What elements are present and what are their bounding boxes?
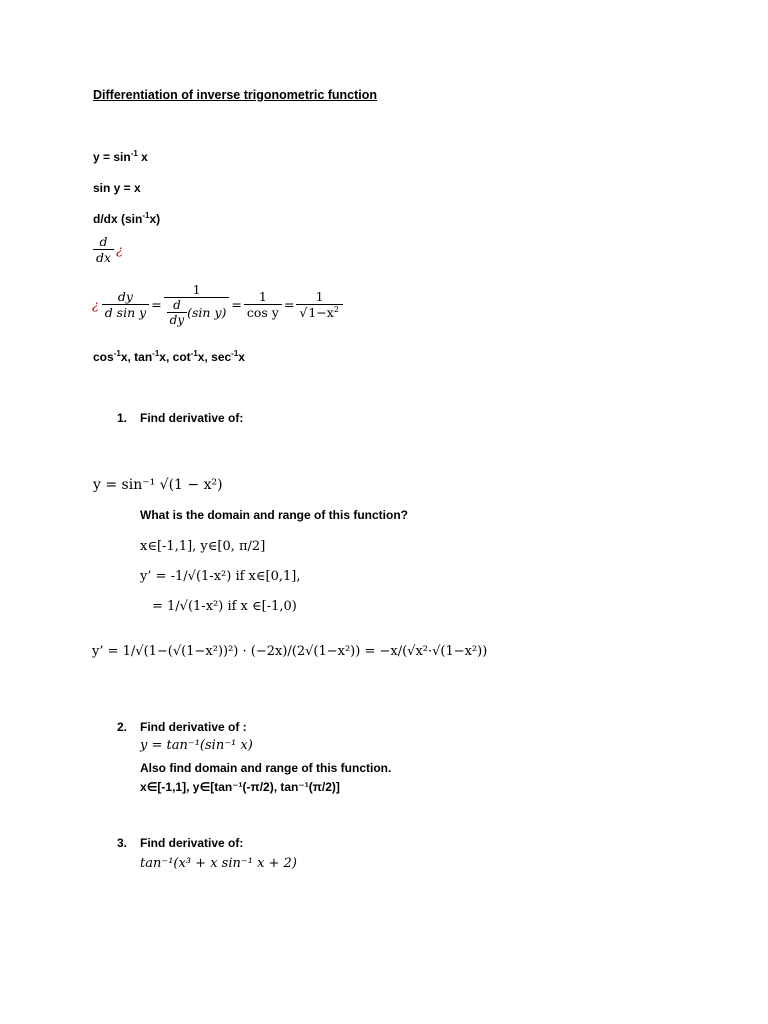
problem-1-number: 1. (117, 411, 128, 425)
problem-1-derivative-case-2: = 1/√(1-x²) if x ∈[-1,0) (152, 599, 297, 614)
problem-2-number: 2. (117, 720, 128, 734)
problem-2-expression: y = tan⁻¹(sin⁻¹ x) (140, 738, 253, 753)
problem-1-derivative-case-1: y’ = -1/√(1-x²) if x∈[0,1], (140, 569, 301, 584)
problem-1-question: What is the domain and range of this function? (140, 508, 408, 522)
problem-1-domain-range: x∈[-1,1], y∈[0, π/2] (140, 539, 266, 554)
intro-line-1: $y = \sin^{-1} x$ (93, 149, 148, 164)
problem-1-work-text: y’ = 1/√(1−(√(1−x²))²) · (−2x)/(2√(1−x²)) = −x/(√x²·√(1−x²)) (92, 644, 488, 659)
intro-chain-rule: ¿ $\frac{dy}{\text{d sin y}}$ = 1 $\frac{d}{dy}$ (sin y) = $\frac{1}{\text{cos y}}$ = $\frac{1}{√1-x^2}$ (92, 282, 343, 327)
problem-1-derivative-work (92, 623, 488, 675)
problem-1-expression (93, 470, 223, 496)
problem-3-number: 3. (117, 836, 128, 850)
problem-1-label: Find derivative of: (140, 411, 244, 425)
page-title: Differentiation of inverse trigonometric function (93, 88, 378, 102)
problem-2-domain-range: x∈[-1,1], y∈[tan⁻¹(-π/2), tan⁻¹(π/2)] (140, 780, 340, 794)
problem-2-label: Find derivative of : (140, 720, 247, 734)
intro-other-functions: $\cos^{-1}x$, $\tan^{-1}x$, $\cot^{-1}x$, $\sec^{-1}x$ (93, 349, 245, 364)
problem-3-label: Find derivative of: (140, 836, 244, 850)
problem-1-expression-text: y = sin⁻¹ √(1 − x²) (93, 477, 223, 493)
problem-2-also: Also find domain and range of this function. (140, 761, 392, 775)
intro-derivative-operator: $\frac{d}{dx}$ ¿ (93, 234, 123, 265)
intro-line-2: sin y = x (93, 181, 141, 195)
problem-3-expression: tan⁻¹(x³ + x sin⁻¹ x + 2) (140, 856, 297, 871)
intro-line-3: d/dx $(\sin^{-1}x)$ (93, 211, 161, 226)
